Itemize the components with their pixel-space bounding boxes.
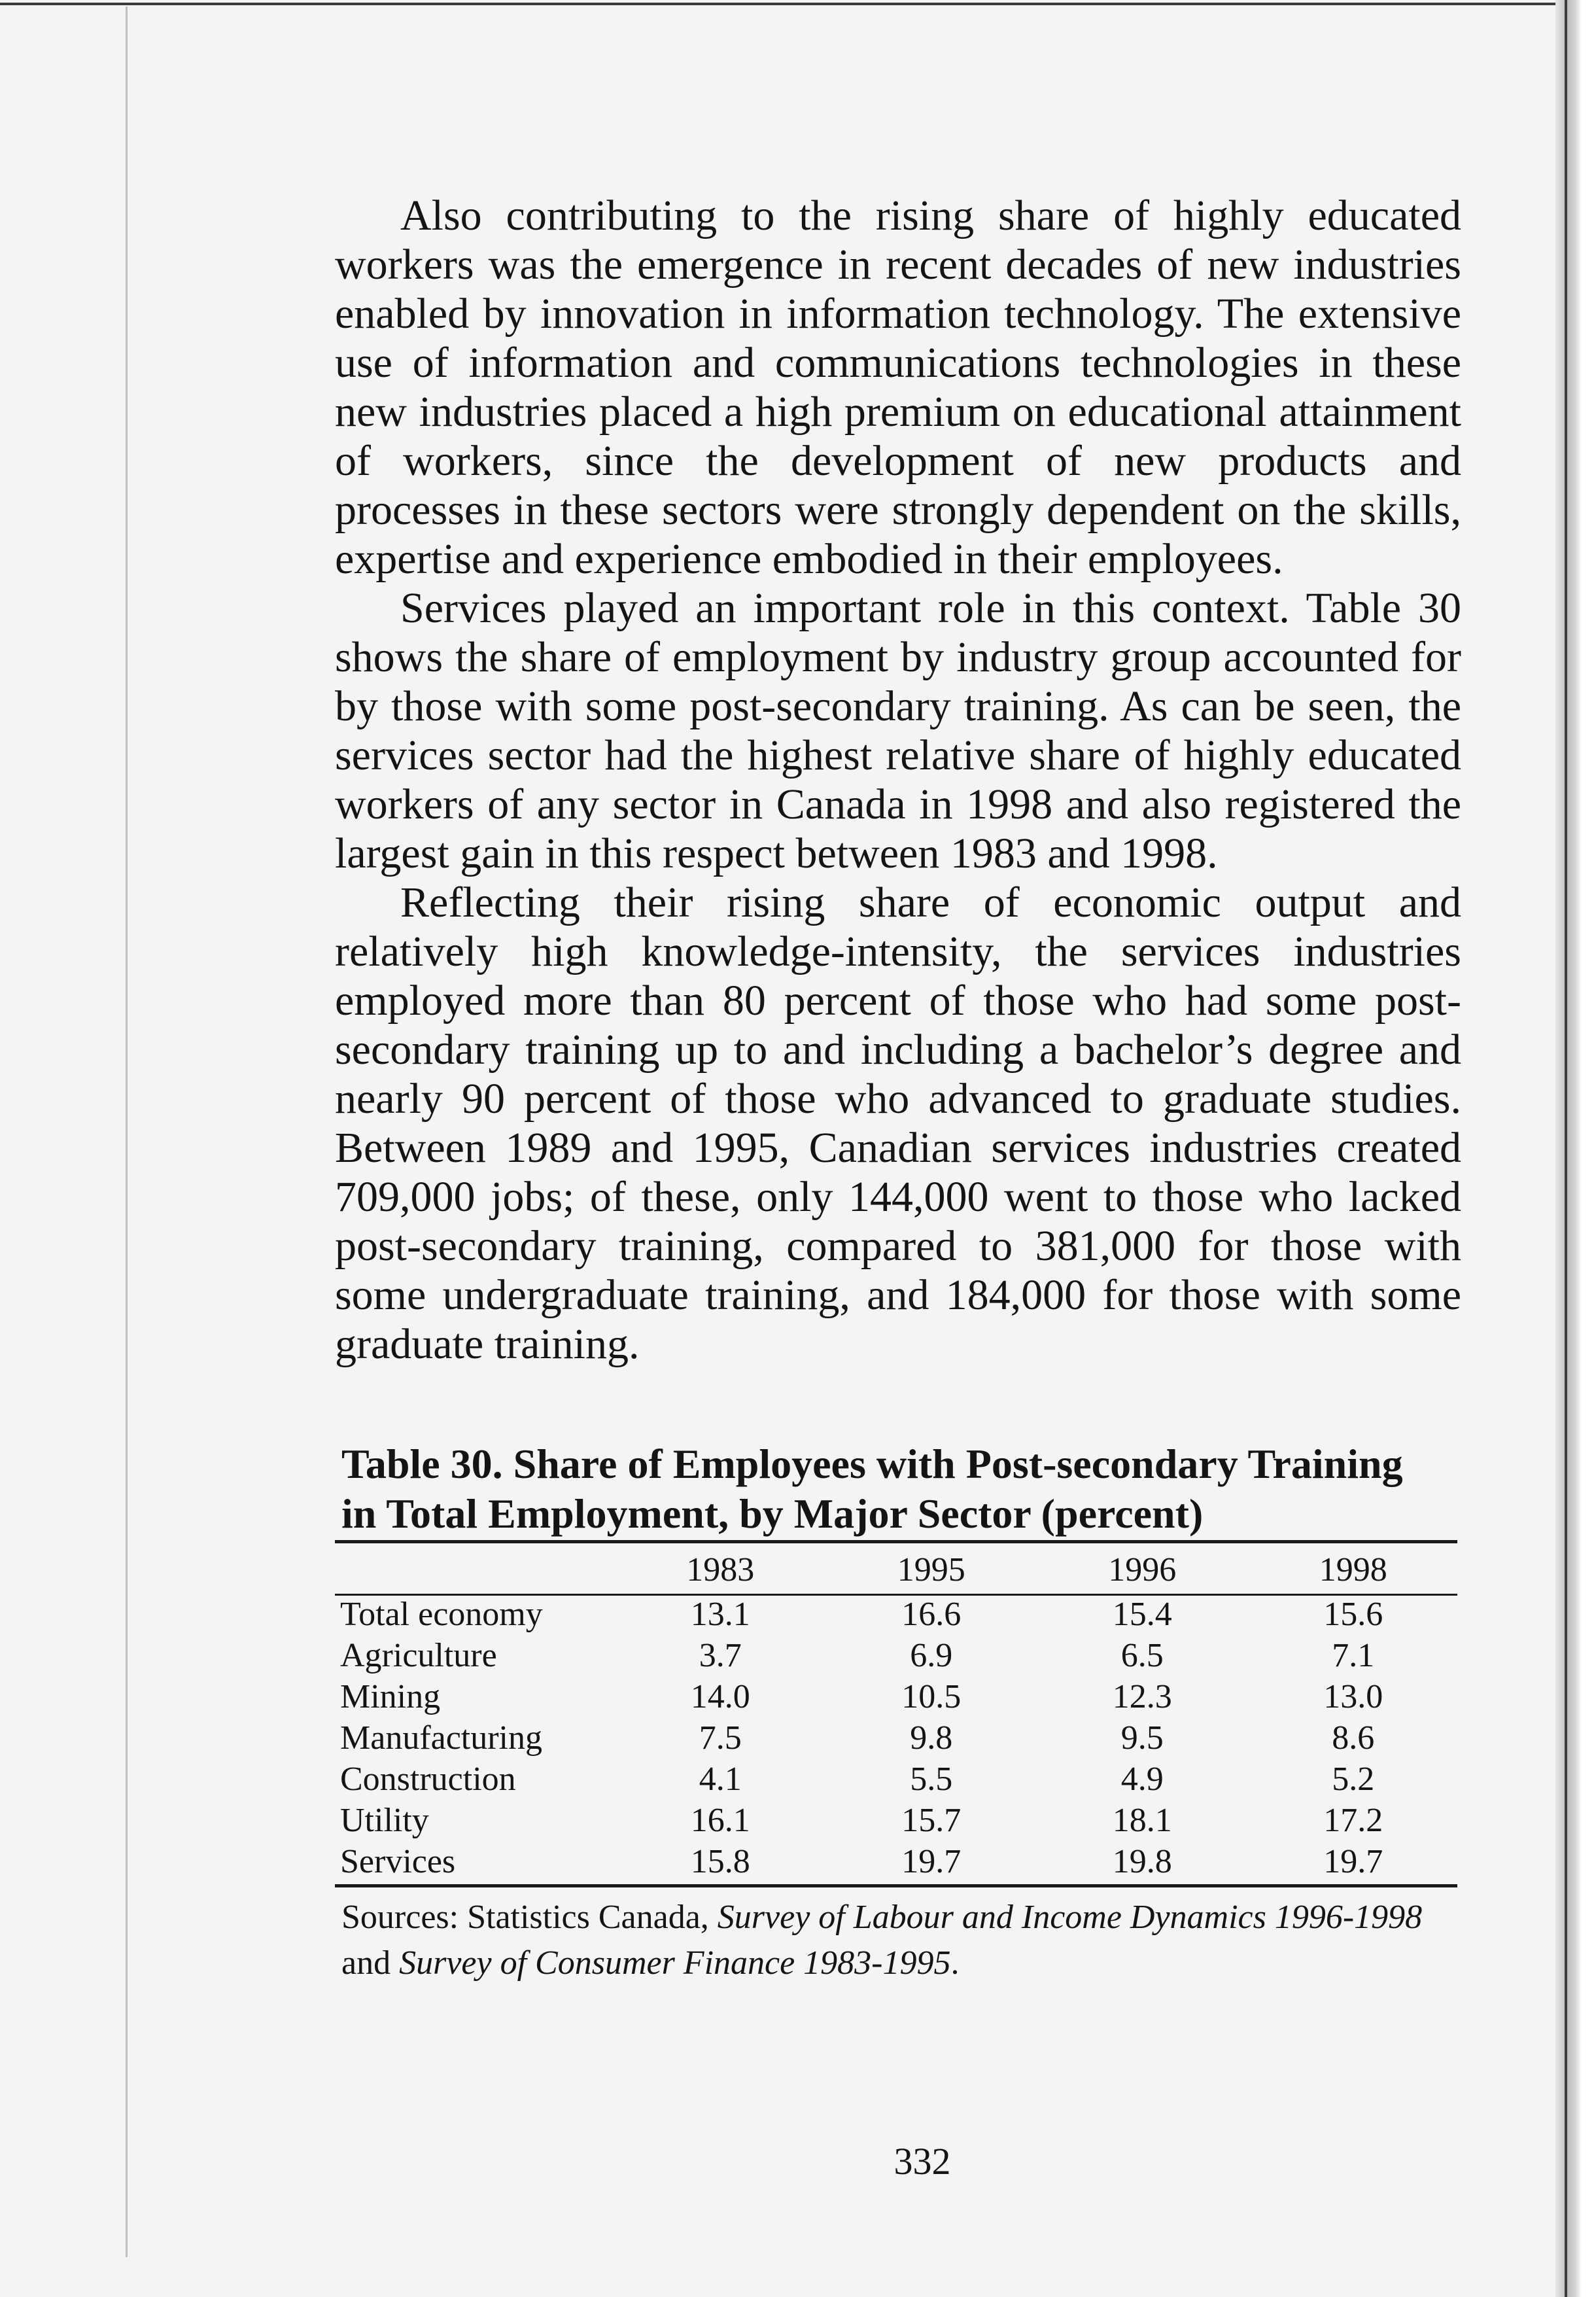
row-label: Services (340, 1843, 456, 1880)
table-cell: 19.7 (901, 1843, 962, 1880)
table-row (340, 1676, 1459, 1717)
table-row (340, 1594, 1459, 1635)
table-cell: 17.2 (1323, 1802, 1383, 1839)
row-label: Construction (340, 1761, 516, 1798)
table-row (340, 1635, 1459, 1676)
table-cell: 15.8 (690, 1843, 750, 1880)
header-blank (340, 1545, 615, 1594)
table-cell: 10.5 (901, 1678, 962, 1715)
right-binding-line (1565, 0, 1567, 2297)
row-label: Utility (340, 1802, 429, 1839)
table-sources-note (341, 1895, 1466, 1986)
left-page-edge (126, 7, 128, 2257)
column-header: 1996 (1108, 1551, 1177, 1588)
table-cell: 15.4 (1112, 1596, 1172, 1633)
sources-title-1: Survey of Labour and Income Dynamics 1996-1998 (717, 1899, 1423, 1936)
table-cell: 15.7 (901, 1802, 962, 1839)
paragraph-2: Services played an important role in this context. Table 30 shows the share of employment by industry group accounted for by those with some post-secondary training. As can be seen, the services sector had the highest relative share of highly educated workers of any sector in Canada in 1998 and also registered the largest gain in this respect between 1983 and 1998. (335, 584, 1461, 877)
table-cell: 5.5 (910, 1761, 953, 1798)
right-page-binding (1555, 0, 1596, 2297)
table-cell: 19.7 (1323, 1843, 1383, 1880)
table-cell: 9.5 (1120, 1719, 1164, 1757)
row-label: Manufacturing (340, 1719, 543, 1757)
table-row (340, 1841, 1459, 1882)
body-text (335, 191, 1461, 1369)
table-cell: 12.3 (1112, 1678, 1172, 1715)
table-cell: 13.1 (690, 1596, 750, 1633)
sources-title-2: Survey of Consumer Finance 1983-1995 (399, 1944, 951, 1982)
table-cell: 6.5 (1120, 1637, 1164, 1674)
row-label: Mining (340, 1678, 441, 1715)
table-row (340, 1800, 1459, 1841)
table-cell: 16.1 (690, 1802, 750, 1839)
top-border-line (0, 3, 1557, 5)
sources-prefix: Sources: Statistics Canada, (341, 1899, 718, 1936)
table-bottom-rule (335, 1884, 1457, 1887)
table-cell: 9.8 (910, 1719, 953, 1757)
table-cell: 13.0 (1323, 1678, 1383, 1715)
table-cell: 19.8 (1112, 1843, 1172, 1880)
sources-middle: and (341, 1944, 400, 1982)
table-cell: 5.2 (1332, 1761, 1375, 1798)
table-cell: 3.7 (699, 1637, 742, 1674)
column-header: 1998 (1319, 1551, 1387, 1588)
table-cell: 8.6 (1332, 1719, 1375, 1757)
table-top-rule (335, 1540, 1457, 1543)
paragraph-3: Reflecting their rising share of economic output and relatively high knowledge-intensity, the services industries employed more than 80 percent of those who had some post-secondary training up to and including a bachelor’s degree and nearly 90 percent of those who advanced to graduate studies. Between 1989 and 1995, Canadian services industries created 709,000 jobs; of these, only 144,000 went to those who lacked post-secondary training, compared to 381,000 for those with some undergraduate training, and 184,000 for those with some graduate training. (335, 879, 1461, 1368)
table-cell: 15.6 (1323, 1596, 1383, 1633)
table-title-line-1: Table 30. Share of Employees with Post-secondary Training (341, 1441, 1403, 1487)
table-cell: 18.1 (1112, 1802, 1172, 1839)
paragraph-1: Also contributing to the rising share of highly educated workers was the emergence in recent decades of new industries enabled by innovation in information technology. The extensive use of information and communications technologies in these new industries placed a high premium on educational attainment of workers, since the development of new products and processes in these sectors were strongly dependent on the skills, expertise and experience embodied in their employees. (335, 192, 1461, 583)
table-cell: 6.9 (910, 1637, 953, 1674)
table-row (340, 1717, 1459, 1759)
table-cell: 4.1 (699, 1761, 742, 1798)
row-label: Total economy (340, 1596, 543, 1633)
row-label: Agriculture (340, 1637, 497, 1674)
table-row (340, 1759, 1459, 1800)
sources-suffix: . (950, 1944, 960, 1982)
table-cell: 4.9 (1120, 1761, 1164, 1798)
column-header: 1995 (897, 1551, 965, 1588)
table-cell: 16.6 (901, 1596, 962, 1633)
table-cell: 7.5 (699, 1719, 742, 1757)
table-header-row (340, 1545, 1459, 1594)
table-title (341, 1439, 1466, 1539)
table-cell: 7.1 (1332, 1637, 1375, 1674)
page-number: 332 (893, 2140, 951, 2183)
data-table (340, 1545, 1459, 1882)
table-title-line-2: in Total Employment, by Major Sector (percent) (341, 1490, 1204, 1537)
column-header: 1983 (686, 1551, 755, 1588)
table-cell: 14.0 (690, 1678, 750, 1715)
